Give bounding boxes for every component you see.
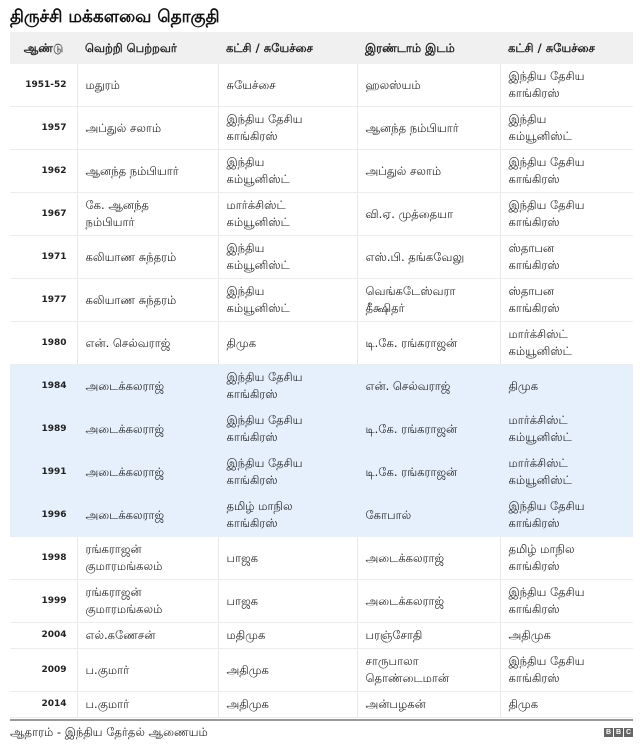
table-row (10, 580, 633, 623)
year-cell: 1967 (10, 193, 77, 236)
runner-up-cell: ஆனந்த நம்பியார் (357, 107, 500, 150)
winner-cell: அடைக்கலராஜ் (77, 451, 218, 494)
winner-party-cell: இந்திய தேசிய காங்கிரஸ் (218, 408, 357, 451)
runner-up-party-cell: இந்திய தேசிய காங்கிரஸ் (500, 580, 633, 623)
table-row (10, 649, 633, 692)
table-row (10, 236, 633, 279)
runner-up-party-cell: மார்க்சிஸ்ட் கம்யூனிஸ்ட் (500, 451, 633, 494)
runner-up-cell: என். செல்வராஜ் (357, 365, 500, 408)
winner-party-cell: இந்திய தேசிய காங்கிரஸ் (218, 107, 357, 150)
winner-party-cell: பாஜக (218, 537, 357, 580)
winner-cell: அப்துல் சலாம் (77, 107, 218, 150)
winner-party-cell: மார்க்சிஸ்ட் கம்யூனிஸ்ட் (218, 193, 357, 236)
runner-up-cell: டி.கே. ரங்கராஜன் (357, 408, 500, 451)
runner-up-party-cell: மார்க்சிஸ்ட் கம்யூனிஸ்ட் (500, 408, 633, 451)
table-row (10, 451, 633, 494)
runner-up-party-cell: திமுக (500, 692, 633, 718)
runner-up-party-cell: ஸ்தாபன காங்கிரஸ் (500, 279, 633, 322)
winner-cell: அடைக்கலராஜ் (77, 494, 218, 537)
runner-up-party-cell: இந்திய தேசிய காங்கிரஸ் (500, 193, 633, 236)
winner-cell: ப.குமார் (77, 692, 218, 718)
footer (10, 721, 633, 741)
header-runner-up: இரண்டாம் இடம் (357, 32, 500, 64)
winner-party-cell: சுயேச்சை (218, 64, 357, 107)
page-title: திருச்சி மக்களவை தொகுதி (10, 7, 220, 27)
table-header-row (10, 32, 633, 64)
year-cell: 1951-52 (10, 64, 77, 107)
table-body (10, 64, 633, 718)
table-row (10, 494, 633, 537)
year-cell: 1999 (10, 580, 77, 623)
table-row (10, 408, 633, 451)
year-cell: 2004 (10, 623, 77, 649)
runner-up-cell: அப்துல் சலாம் (357, 150, 500, 193)
runner-up-party-cell: திமுக (500, 365, 633, 408)
runner-up-party-cell: தமிழ் மாநில காங்கிரஸ் (500, 537, 633, 580)
runner-up-cell: வி.ஏ. முத்தையா (357, 193, 500, 236)
runner-up-cell: அடைக்கலராஜ் (357, 537, 500, 580)
table-row (10, 193, 633, 236)
winner-cell: அடைக்கலராஜ் (77, 365, 218, 408)
winner-cell: என். செல்வராஜ் (77, 322, 218, 365)
election-results-table (10, 32, 633, 718)
winner-party-cell: பாஜக (218, 580, 357, 623)
header-year: ஆண்டு (10, 32, 77, 64)
runner-up-cell: வெங்கடேஸ்வரா தீக்ஷிதர் (357, 279, 500, 322)
winner-cell: ரங்கராஜன் குமாரமங்கலம் (77, 580, 218, 623)
table-row (10, 322, 633, 365)
winner-party-cell: அதிமுக (218, 692, 357, 718)
winner-cell: கலியாண சுந்தரம் (77, 279, 218, 322)
year-cell: 1980 (10, 322, 77, 365)
runner-up-party-cell: இந்திய தேசிய காங்கிரஸ் (500, 150, 633, 193)
table-row (10, 692, 633, 718)
runner-up-cell: அன்பழகன் (357, 692, 500, 718)
table-row (10, 150, 633, 193)
table-row (10, 623, 633, 649)
year-cell: 1989 (10, 408, 77, 451)
header-winner: வெற்றி பெற்றவர் (77, 32, 218, 64)
runner-up-cell: அடைக்கலராஜ் (357, 580, 500, 623)
header-winner-party: கட்சி / சுயேச்சை (218, 32, 357, 64)
winner-party-cell: மதிமுக (218, 623, 357, 649)
runner-up-cell: டி.கே. ரங்கராஜன் (357, 451, 500, 494)
year-cell: 1962 (10, 150, 77, 193)
source-note: ஆதாரம் - இந்திய தேர்தல் ஆணையம் (10, 725, 208, 739)
runner-up-cell: பரஞ்சோதி (357, 623, 500, 649)
year-cell: 2009 (10, 649, 77, 692)
winner-cell: கே. ஆனந்த நம்பியார் (77, 193, 218, 236)
runner-up-party-cell: இந்திய கம்யூனிஸ்ட் (500, 107, 633, 150)
table-row (10, 365, 633, 408)
runner-up-cell: ஹலஸ்யம் (357, 64, 500, 107)
winner-party-cell: தமிழ் மாநில காங்கிரஸ் (218, 494, 357, 537)
winner-party-cell: இந்திய கம்யூனிஸ்ட் (218, 236, 357, 279)
winner-party-cell: இந்திய தேசிய காங்கிரஸ் (218, 365, 357, 408)
winner-party-cell: இந்திய கம்யூனிஸ்ட் (218, 150, 357, 193)
winner-party-cell: அதிமுக (218, 649, 357, 692)
header-runner-up-party: கட்சி / சுயேச்சை (500, 32, 633, 64)
winner-party-cell: இந்திய கம்யூனிஸ்ட் (218, 279, 357, 322)
runner-up-party-cell: இந்திய தேசிய காங்கிரஸ் (500, 494, 633, 537)
winner-party-cell: இந்திய தேசிய காங்கிரஸ் (218, 451, 357, 494)
winner-cell: ஆனந்த நம்பியார் (77, 150, 218, 193)
table-row (10, 279, 633, 322)
year-cell: 2014 (10, 692, 77, 718)
winner-cell: மதுரம் (77, 64, 218, 107)
runner-up-cell: கோபால் (357, 494, 500, 537)
year-cell: 1971 (10, 236, 77, 279)
year-cell: 1984 (10, 365, 77, 408)
runner-up-cell: சாருபாலா தொண்டைமான் (357, 649, 500, 692)
winner-cell: ப.குமார் (77, 649, 218, 692)
year-cell: 1998 (10, 537, 77, 580)
runner-up-party-cell: இந்திய தேசிய காங்கிரஸ் (500, 649, 633, 692)
winner-party-cell: திமுக (218, 322, 357, 365)
runner-up-party-cell: மார்க்சிஸ்ட் கம்யூனிஸ்ட் (500, 322, 633, 365)
year-cell: 1996 (10, 494, 77, 537)
year-cell: 1957 (10, 107, 77, 150)
table-row (10, 537, 633, 580)
winner-cell: ரங்கராஜன் குமாரமங்கலம் (77, 537, 218, 580)
table-row (10, 64, 633, 107)
runner-up-cell: டி.கே. ரங்கராஜன் (357, 322, 500, 365)
runner-up-party-cell: அதிமுக (500, 623, 633, 649)
bbc-logo: B B C (605, 729, 632, 736)
runner-up-cell: எஸ்.பி. தங்கவேலு (357, 236, 500, 279)
runner-up-party-cell: இந்திய தேசிய காங்கிரஸ் (500, 64, 633, 107)
winner-cell: எல்.கணேசன் (77, 623, 218, 649)
winner-cell: கலியாண சுந்தரம் (77, 236, 218, 279)
runner-up-party-cell: ஸ்தாபன காங்கிரஸ் (500, 236, 633, 279)
year-cell: 1991 (10, 451, 77, 494)
year-cell: 1977 (10, 279, 77, 322)
table-row (10, 107, 633, 150)
winner-cell: அடைக்கலராஜ் (77, 408, 218, 451)
